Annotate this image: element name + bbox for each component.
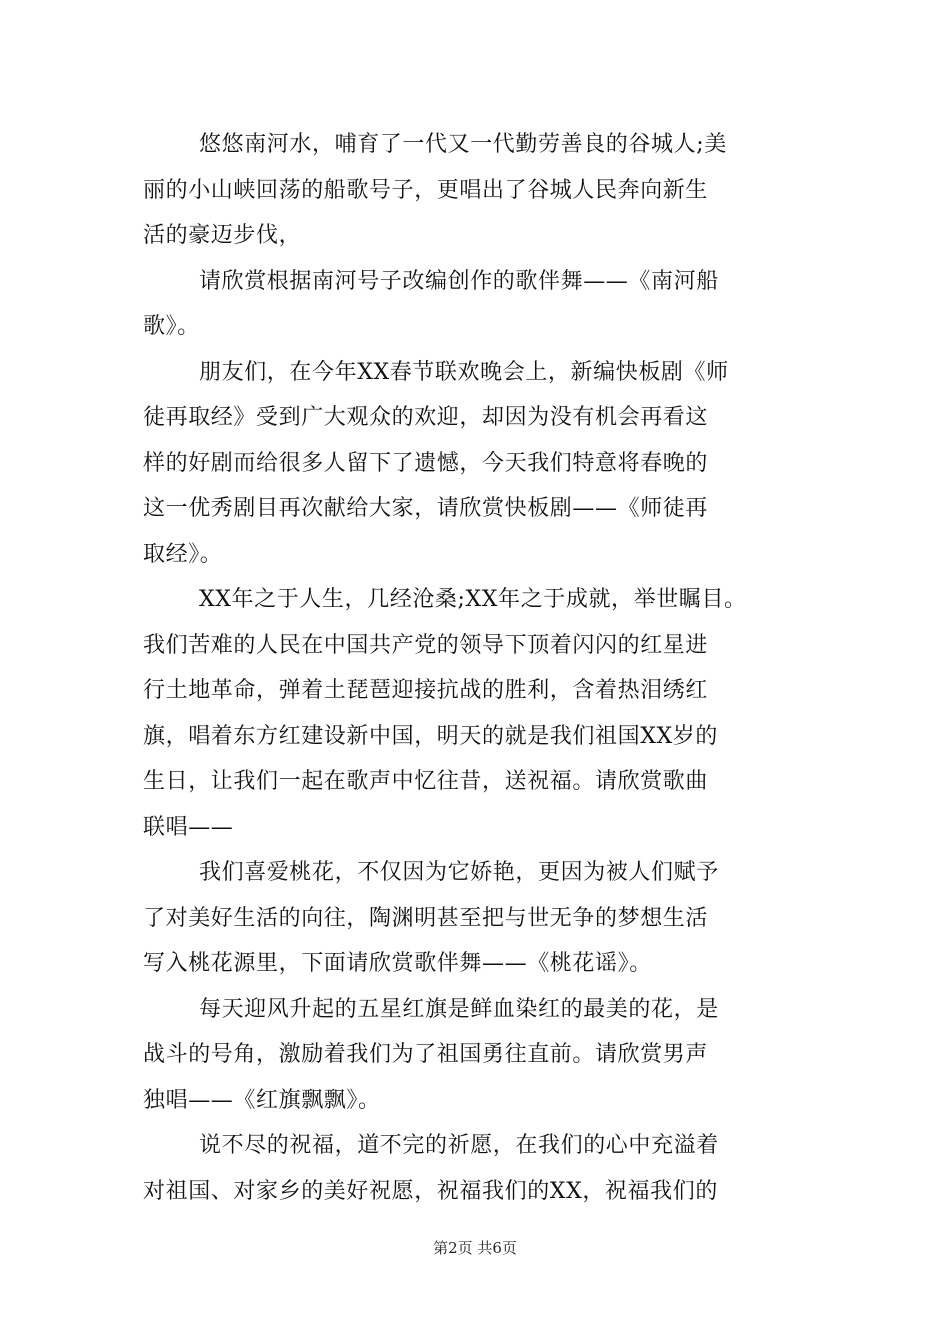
paragraph-4: [143, 577, 809, 850]
paragraph-6: [143, 987, 809, 1124]
text-line: 徒再取经》受到广大观众的欢迎，却因为没有机会再看这: [143, 405, 709, 430]
paragraph-2: [143, 259, 809, 350]
text-line: 朋友们，在今年XX春节联欢晚会上，新编快板剧《师: [199, 359, 729, 385]
text-line: 这一优秀剧目再次献给大家，请欣赏快板剧——《师徒再: [143, 496, 709, 521]
text-line: XX年之于人生，几经沧桑;XX年之于成就，举世瞩目。: [199, 587, 747, 612]
page-number-footer: 第2页 共6页: [433, 1239, 517, 1257]
text-line: 行土地革命，弹着土琵琶迎接抗战的胜利，含着热泪绣红: [143, 678, 709, 703]
text-line: 旗，唱着东方红建设新中国，明天的就是我们祖国XX岁的: [143, 723, 718, 749]
text-line: 对祖国、对家乡的美好祝愿，祝福我们的XX，祝福我们的: [143, 1178, 718, 1204]
text-line: 我们喜爱桃花，不仅因为它娇艳，更因为被人们赋予: [199, 860, 719, 885]
text-line: 每天迎风升起的五星红旗是鲜血染红的最美的花，是: [199, 996, 719, 1022]
text-line: 活的豪迈步伐，: [143, 223, 302, 248]
paragraph-5: [143, 850, 809, 987]
text-line: 联唱——: [143, 814, 234, 840]
paragraph-3: [143, 350, 809, 578]
text-line: 丽的小山峡回荡的船歌号子，更唱出了谷城人民奔向新生: [143, 177, 709, 203]
text-line: 写入桃花源里，下面请欣赏歌伴舞——《桃花谣》。: [143, 951, 652, 976]
text-line: 战斗的号角，激励着我们为了祖国勇往直前。请欣赏男声: [143, 1042, 709, 1067]
text-line: 取经》。: [143, 541, 223, 567]
document-body: [143, 122, 809, 1214]
text-line: 样的好剧而给很多人留下了遗憾，今天我们特意将春晚的: [143, 450, 709, 476]
text-line: 说不尽的祝福，道不完的祈愿，在我们的心中充溢着: [199, 1133, 719, 1158]
paragraph-1: [143, 122, 809, 259]
paragraph-7: [143, 1123, 809, 1214]
text-line: 请欣赏根据南河号子改编创作的歌伴舞——《南河船: [199, 268, 719, 294]
text-line: 生日，让我们一起在歌声中忆往昔，送祝福。请欣赏歌曲: [143, 769, 709, 794]
text-line: 悠悠南河水，哺育了一代又一代勤劳善良的谷城人;美: [199, 132, 727, 157]
text-line: 独唱——《红旗飘飘》。: [143, 1087, 381, 1113]
text-line: 歌》。: [143, 314, 200, 339]
text-line: 了对美好生活的向往，陶渊明甚至把与世无争的梦想生活: [143, 905, 709, 931]
text-line: 我们苦难的人民在中国共产党的领导下顶着闪闪的红星进: [143, 632, 709, 658]
